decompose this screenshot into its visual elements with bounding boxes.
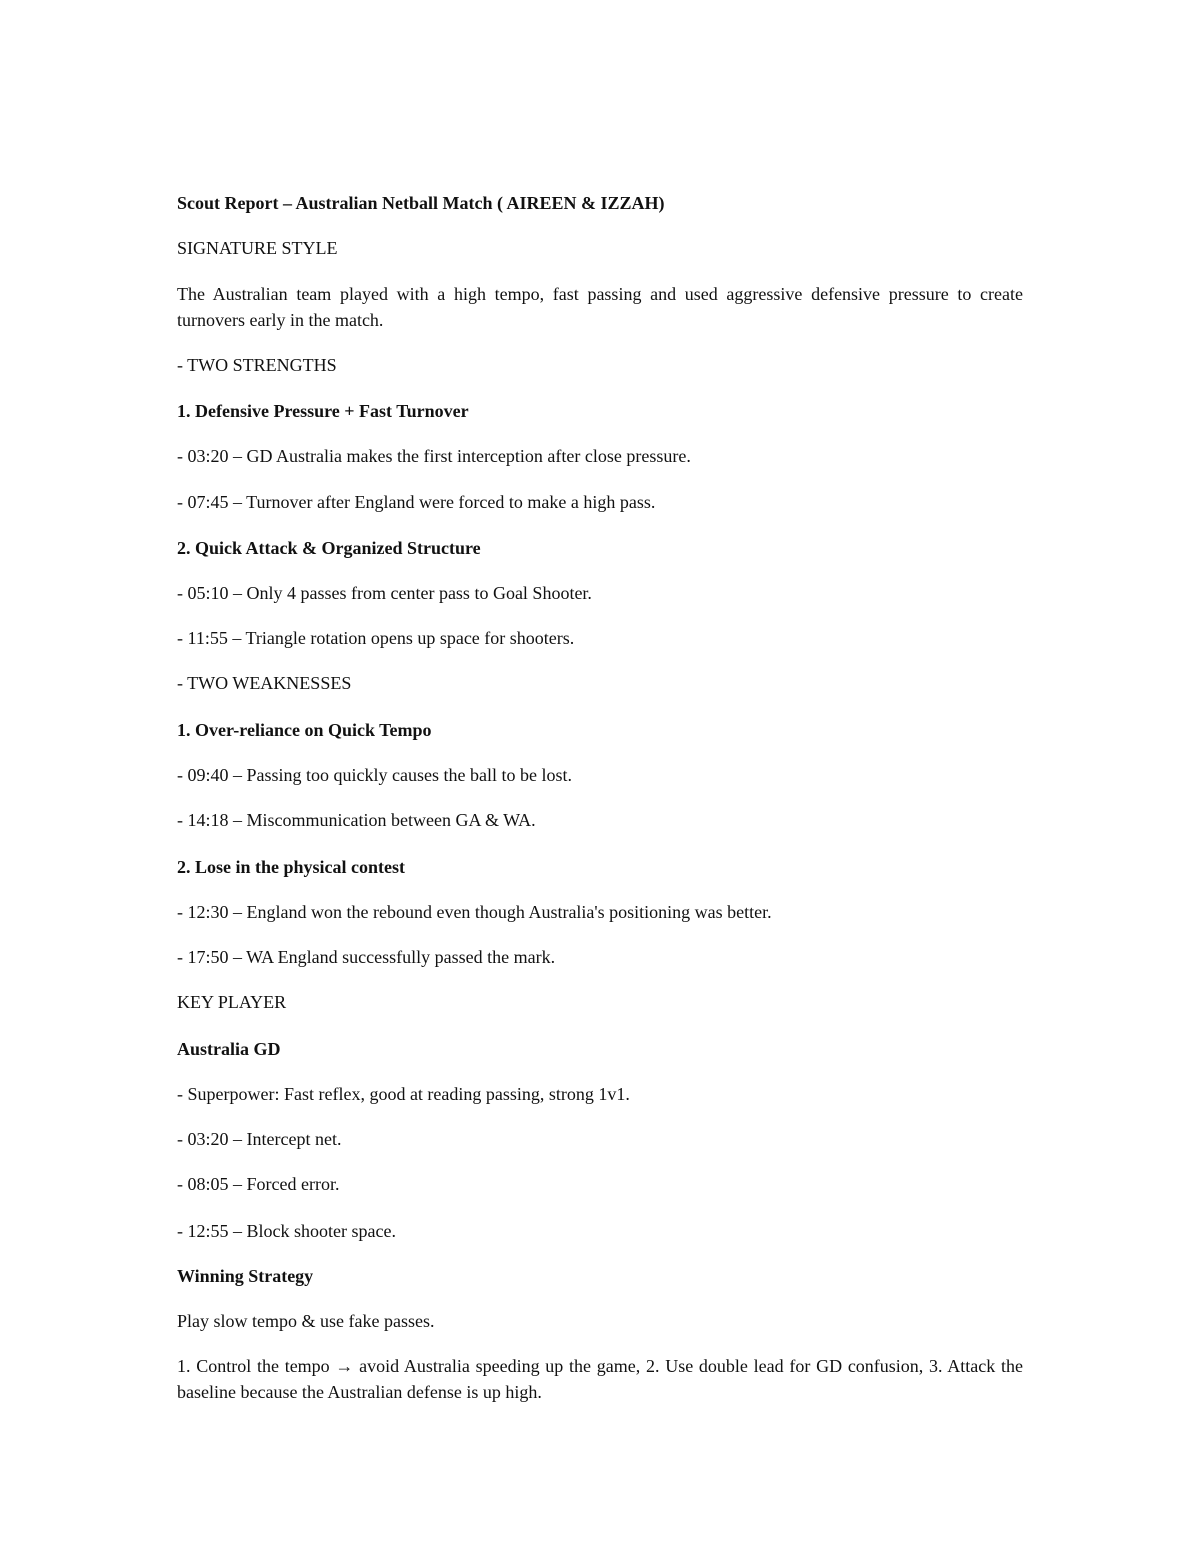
key-player-point-1: - Superpower: Fast reflex, good at reading passing, strong 1v1. xyxy=(177,1084,630,1104)
key-player-heading: KEY PLAYER xyxy=(177,992,287,1012)
key-player-point-3: - 08:05 – Forced error. xyxy=(177,1174,340,1194)
weakness-2-point-1: - 12:30 – England won the rebound even though Australia's positioning was better. xyxy=(177,902,772,922)
strength-1-title: 1. Defensive Pressure + Fast Turnover xyxy=(177,401,469,421)
key-player-point-4: - 12:55 – Block shooter space. xyxy=(177,1221,396,1241)
strength-2-point-1: - 05:10 – Only 4 passes from center pass to Goal Shooter. xyxy=(177,583,592,603)
strength-2-title: 2. Quick Attack & Organized Structure xyxy=(177,538,481,558)
weakness-1-title: 1. Over-reliance on Quick Tempo xyxy=(177,720,432,740)
strengths-heading: - TWO STRENGTHS xyxy=(177,355,337,375)
strength-1-point-1: - 03:20 – GD Australia makes the first interception after close pressure. xyxy=(177,446,691,466)
weakness-1-point-1: - 09:40 – Passing too quickly causes the ball to be lost. xyxy=(177,765,572,785)
report-title: Scout Report – Australian Netball Match ( AIREEN & IZZAH) xyxy=(177,193,665,213)
weaknesses-heading: - TWO WEAKNESSES xyxy=(177,673,352,693)
signature-style-text: The Australian team played with a high tempo, fast passing and used aggressive defensive pressure to create turnovers early in the match. xyxy=(177,284,1023,330)
strength-2-point-2: - 11:55 – Triangle rotation opens up space for shooters. xyxy=(177,628,575,648)
key-player-name: Australia GD xyxy=(177,1039,281,1059)
winning-strategy-summary: Play slow tempo & use fake passes. xyxy=(177,1311,435,1331)
winning-strategy-details: 1. Control the tempo → avoid Australia speeding up the game, 2. Use double lead for GD confusion, 3. Attack the baseline because the Australian defense is up high. xyxy=(177,1356,1023,1402)
key-player-point-2: - 03:20 – Intercept net. xyxy=(177,1129,342,1149)
winning-strategy-heading: Winning Strategy xyxy=(177,1266,314,1286)
signature-style-heading: SIGNATURE STYLE xyxy=(177,238,338,258)
weakness-2-point-2: - 17:50 – WA England successfully passed the mark. xyxy=(177,947,556,967)
weakness-2-title: 2. Lose in the physical contest xyxy=(177,857,406,877)
weakness-1-point-2: - 14:18 – Miscommunication between GA & WA. xyxy=(177,810,536,830)
strength-1-point-2: - 07:45 – Turnover after England were forced to make a high pass. xyxy=(177,492,656,512)
